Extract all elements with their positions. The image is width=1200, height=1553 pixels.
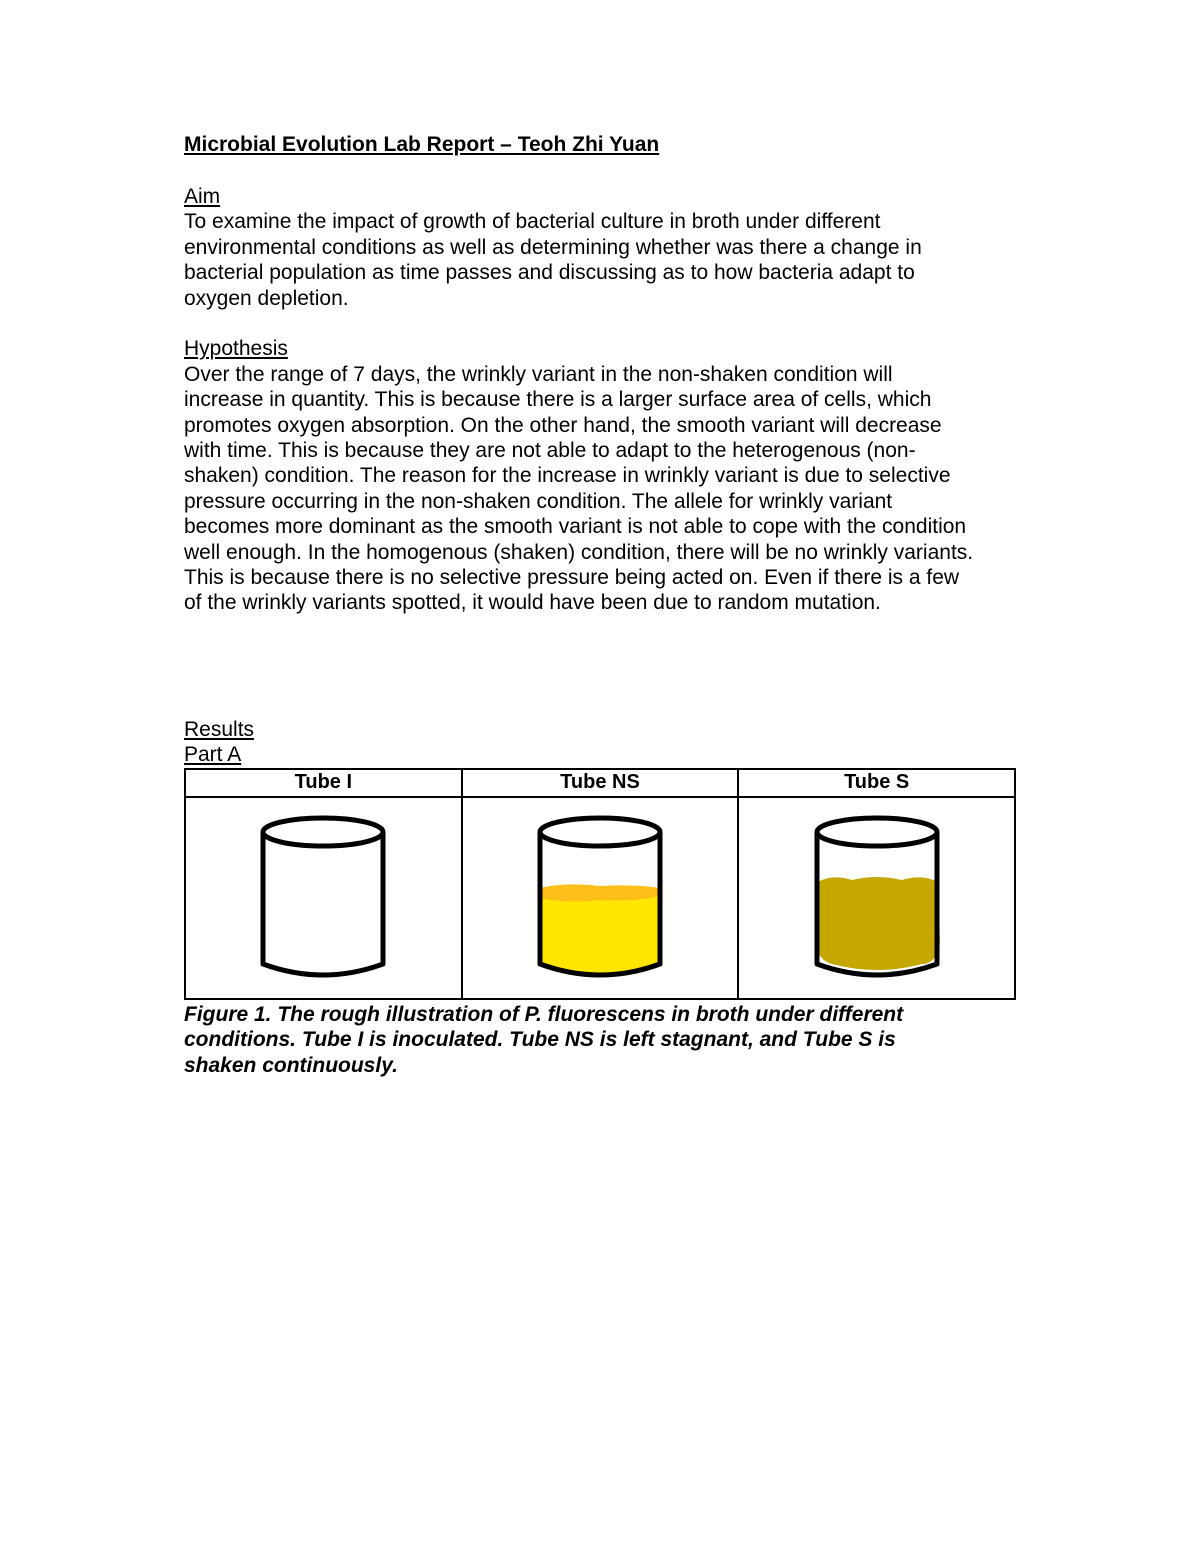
spacer [184,311,1024,336]
tube-ns-cell [462,797,739,999]
aim-line: oxygen depletion. [184,286,349,310]
figure-caption-line: Figure 1. The rough illustration of P. fluorescens in broth under different [184,1002,904,1026]
document-title: Microbial Evolution Lab Report – Teoh Zhi Yuan [184,133,660,156]
spacer [184,616,1024,717]
tube-ns-illustration [535,814,665,982]
spacer [184,160,1024,184]
header-tube-s: Tube S [738,769,1015,797]
hypothesis-line: becomes more dominant as the smooth variant is not able to cope with the condition [184,515,967,539]
hypothesis-line: Over the range of 7 days, the wrinkly variant in the non-shaken condition will [184,362,893,386]
hypothesis-heading: Hypothesis [184,337,288,361]
figure-caption-line: conditions. Tube I is inoculated. Tube NS is left stagnant, and Tube S is [184,1028,896,1052]
part-a-heading: Part A [184,743,242,767]
tube-s-cell [738,797,1015,999]
hypothesis-line: promotes oxygen absorption. On the other hand, the smooth variant will decrease [184,413,942,437]
tube-i-body [263,832,383,975]
table-header-row [185,769,1015,797]
tubes-table [184,768,1016,1000]
document-page [184,130,1024,1078]
aim-line: bacterial population as time passes and discussing as to how bacteria adapt to [184,261,915,285]
aim-heading: Aim [184,185,221,208]
header-tube-i: Tube I [185,769,462,797]
hypothesis-line: of the wrinkly variants spotted, it would have been due to random mutation. [184,591,881,615]
tube-s-illustration [812,814,942,982]
tube-ns-liquid [541,888,659,974]
results-heading: Results [184,717,255,741]
hypothesis-line: shaken) condition. The reason for the increase in wrinkly variant is due to selective [184,464,951,488]
hypothesis-line: pressure occurring in the non-shaken condition. The allele for wrinkly variant [184,489,893,513]
header-tube-ns: Tube NS [462,769,739,797]
tube-s-liquid [816,877,940,970]
aim-line: environmental conditions as well as determining whether was there a change in [184,235,922,259]
table-row [185,797,1015,999]
tube-i-illustration [258,814,388,982]
figure-caption-line: shaken continuously. [184,1053,398,1077]
tube-i-rim [263,818,383,846]
tube-s-rim [817,818,937,846]
hypothesis-line: increase in quantity. This is because there is a larger surface area of cells, which [184,388,932,412]
hypothesis-line: with time. This is because they are not able to adapt to the heterogenous (non- [184,439,916,463]
tube-ns-rim [540,818,660,846]
aim-line: To examine the impact of growth of bacterial culture in broth under different [184,210,881,234]
hypothesis-line: This is because there is no selective pressure being acted on. Even if there is a few [184,566,960,590]
hypothesis-line: well enough. In the homogenous (shaken) condition, there will be no wrinkly variants. [184,540,974,564]
tube-i-cell [185,797,462,999]
tube-ns-surface-layer [540,884,660,901]
